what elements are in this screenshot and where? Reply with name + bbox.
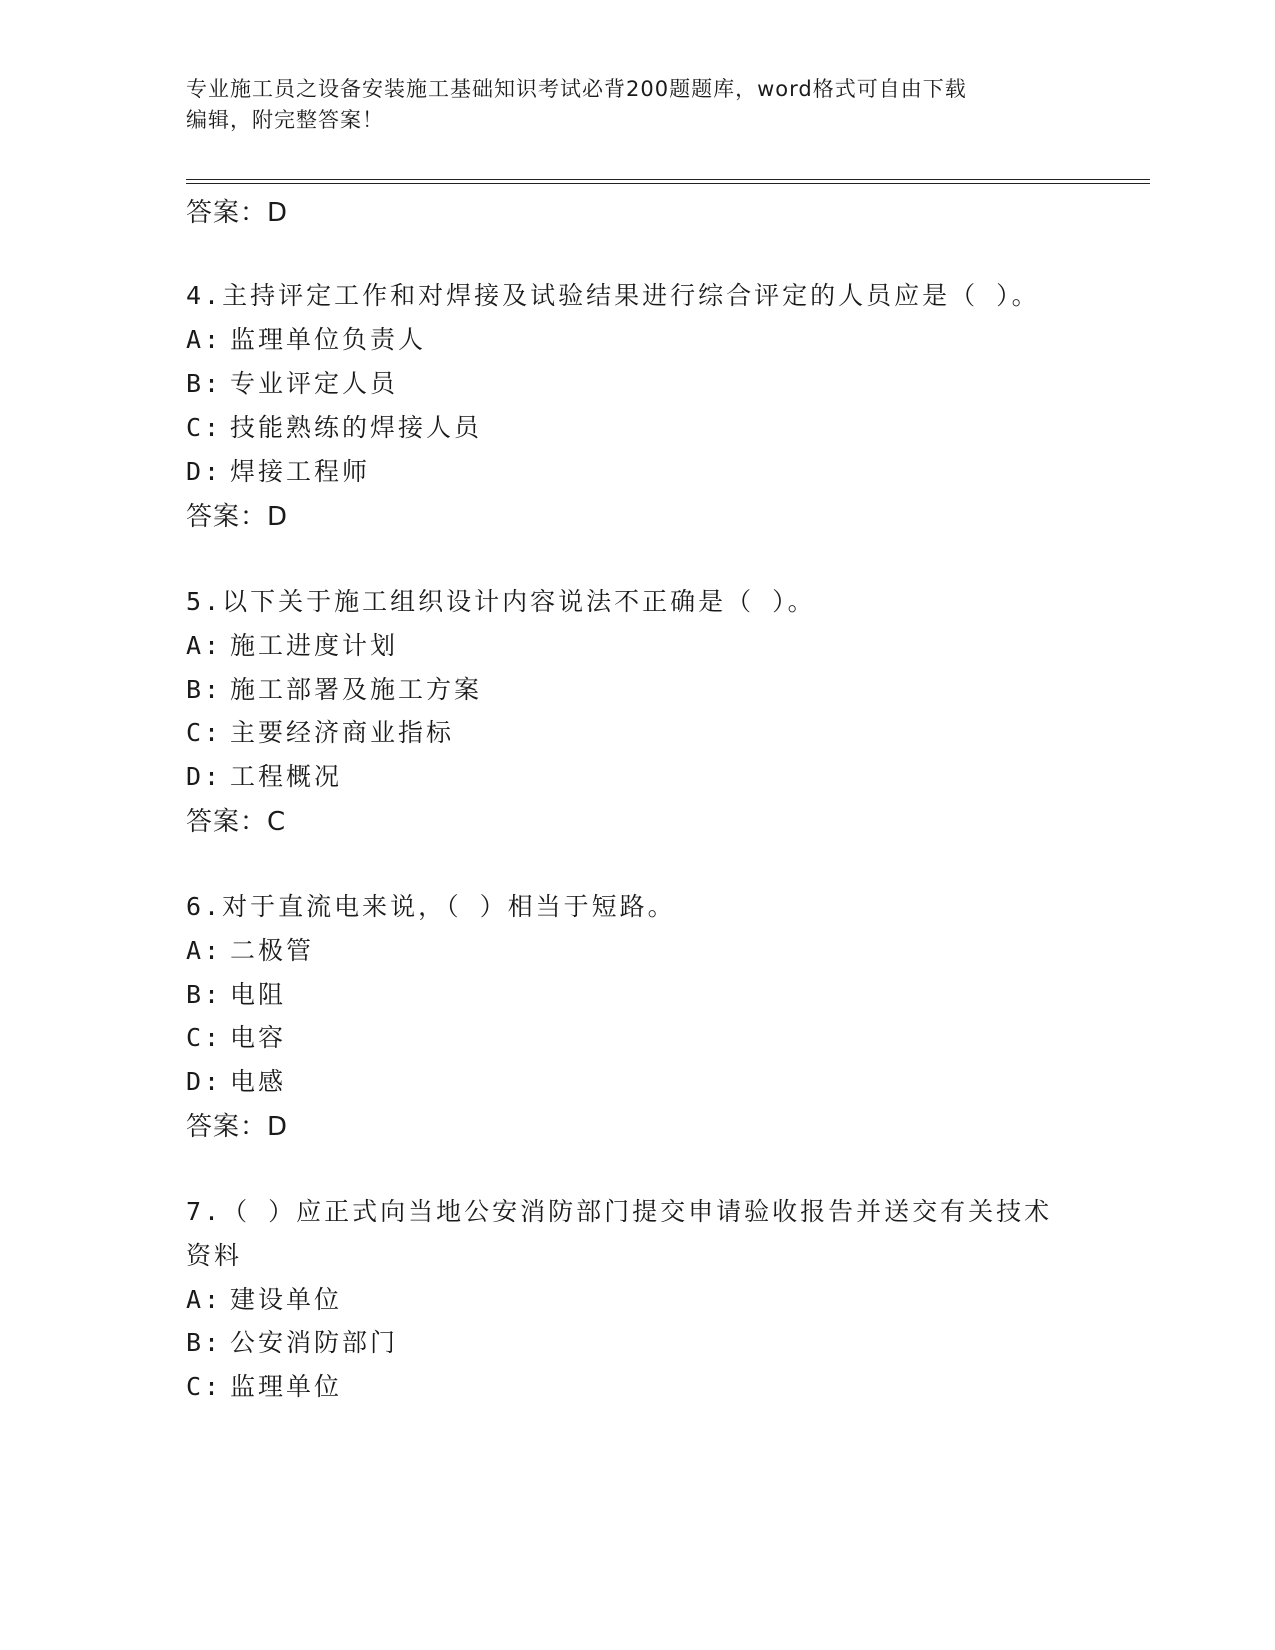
question-5-answer: 答案：C — [186, 807, 287, 837]
question-7-option-a — [186, 1280, 342, 1316]
option-text: 监理单位 — [230, 1372, 343, 1401]
option-key: C: — [186, 718, 223, 747]
question-6-stem: 6.对于直流电来说，（ ）相当于短路。 — [186, 892, 676, 921]
option-key: B: — [186, 675, 223, 704]
answer-line: 答案：D — [186, 198, 289, 228]
option-key: A: — [186, 936, 223, 965]
question-5-option-a — [186, 626, 398, 662]
header-line-1: 专业施工员之设备安装施工基础知识考试必背200题题库，word格式可自由下载 — [186, 77, 967, 101]
question-4-answer: 答案：D — [186, 502, 289, 532]
header-line-2: 编辑，附完整答案！ — [186, 108, 384, 132]
option-text: 建设单位 — [230, 1285, 343, 1314]
option-key: B: — [186, 369, 223, 398]
question-7-stem-line-2: 资料 — [186, 1241, 243, 1270]
question-7-stem-line-1: 7.（ ）应正式向当地公安消防部门提交申请验收报告并送交有关技术 — [186, 1197, 1053, 1226]
question-5-option-d — [186, 757, 342, 793]
option-text: 监理单位负责人 — [230, 325, 427, 354]
option-text: 电感 — [230, 1067, 287, 1096]
option-text: 施工进度计划 — [230, 631, 399, 660]
document-header — [186, 74, 1066, 136]
option-text: 公安消防部门 — [230, 1328, 399, 1357]
option-key: C: — [186, 413, 223, 442]
option-text: 二极管 — [230, 936, 315, 965]
option-text: 施工部署及施工方案 — [230, 675, 483, 704]
option-key: D: — [186, 762, 223, 791]
option-text: 电阻 — [230, 980, 287, 1009]
question-4-option-d — [186, 452, 370, 488]
option-key: D: — [186, 1067, 223, 1096]
question-7-option-c — [186, 1367, 342, 1403]
option-key: A: — [186, 325, 223, 354]
question-4-option-a — [186, 320, 426, 356]
option-text: 主要经济商业指标 — [230, 718, 455, 747]
option-text: 焊接工程师 — [230, 457, 371, 486]
question-6-option-d — [186, 1062, 286, 1098]
question-5-option-b — [186, 670, 482, 706]
option-key: C: — [186, 1372, 223, 1401]
option-text: 电容 — [230, 1023, 287, 1052]
question-4-option-b — [186, 364, 398, 400]
option-key: D: — [186, 457, 223, 486]
question-6-option-c — [186, 1018, 286, 1054]
question-7-option-b — [186, 1323, 398, 1359]
option-text: 技能熟练的焊接人员 — [230, 413, 483, 442]
option-key: A: — [186, 631, 223, 660]
question-6-answer: 答案：D — [186, 1112, 289, 1142]
option-key: B: — [186, 1328, 223, 1357]
question-6-option-a — [186, 931, 314, 967]
option-text: 专业评定人员 — [230, 369, 399, 398]
question-4-option-c — [186, 408, 482, 444]
option-text: 工程概况 — [230, 762, 343, 791]
header-divider-bottom — [186, 183, 1150, 184]
question-6-option-b — [186, 975, 286, 1011]
question-5-option-c — [186, 713, 454, 749]
header-divider-top — [186, 179, 1150, 180]
question-4-stem: 4.主持评定工作和对焊接及试验结果进行综合评定的人员应是（ ）。 — [186, 281, 1040, 310]
option-key: A: — [186, 1285, 223, 1314]
option-key: B: — [186, 980, 223, 1009]
option-key: C: — [186, 1023, 223, 1052]
question-5-stem: 5.以下关于施工组织设计内容说法不正确是（ ）。 — [186, 587, 816, 616]
